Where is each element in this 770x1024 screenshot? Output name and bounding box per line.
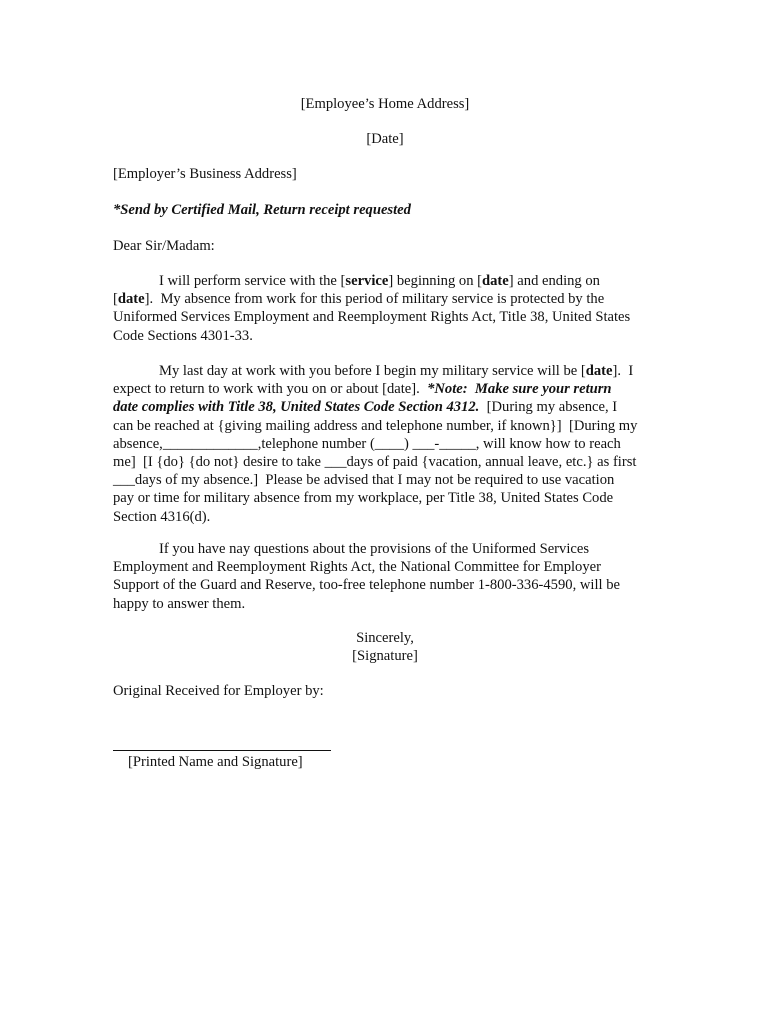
date-placeholder: date — [585, 363, 613, 379]
paragraph-line: ___days of my absence.] Please be advised that I may not be required to use vacation — [113, 472, 615, 489]
signature-line — [113, 750, 331, 751]
paragraph-line — [113, 398, 658, 416]
paragraph-service-dates — [113, 272, 658, 345]
text-run: I will perform service with the [ — [159, 273, 346, 289]
paragraph-questions — [113, 540, 658, 613]
paragraph-line: absence,_____________,telephone number (____) ___-_____, will know how to reach — [113, 435, 621, 452]
paragraph-return-details — [113, 362, 658, 526]
paragraph-line: If you have nay questions about the provisions of the Uniformed Services — [159, 541, 590, 557]
text-run: ]. I — [612, 363, 634, 379]
return-date-note: *Note: Make sure your return — [427, 381, 612, 398]
paragraph-line: Code Sections 4301-33. — [113, 327, 253, 344]
certified-mail-note: *Send by Certified Mail, Return receipt requested — [113, 202, 411, 218]
paragraph-line — [113, 272, 658, 290]
paragraph-line: Support of the Guard and Reserve, too-free telephone number 1-800-336-4590, will be — [113, 577, 620, 594]
paragraph-line: happy to answer them. — [113, 595, 246, 612]
paragraph-line — [113, 362, 658, 380]
paragraph-line: me] [I {do} {do not} desire to take ___days of paid {vacation, annual leave, etc.} as first — [113, 454, 637, 471]
letter-date: [Date] — [366, 131, 404, 147]
text-run: ] beginning on [ — [388, 273, 483, 289]
employee-home-address: [Employee’s Home Address] — [300, 96, 470, 112]
paragraph-line: Uniformed Services Employment and Reemployment Rights Act, Title 38, United States — [113, 309, 631, 326]
date-placeholder: date — [117, 291, 145, 308]
printed-name-signature-label: [Printed Name and Signature] — [128, 754, 303, 770]
text-run: ] and ending on — [508, 273, 600, 289]
text-run: ]. My absence from work for this period of military service is protected by the — [144, 291, 605, 308]
paragraph-line: Section 4316(d). — [113, 508, 211, 525]
date-placeholder: date — [482, 273, 509, 289]
closing-signature: [Signature] — [352, 648, 418, 664]
text-run: [ — [113, 291, 118, 308]
salutation: Dear Sir/Madam: — [113, 238, 215, 254]
paragraph-line — [113, 290, 658, 308]
closing-sincerely: Sincerely, — [356, 630, 414, 646]
paragraph-line — [113, 380, 658, 398]
text-run: My last day at work with you before I begin my military service will be [ — [159, 363, 586, 379]
text-run: [During my absence, I — [479, 399, 618, 416]
text-run: expect to return to work with you on or about [date]. — [113, 381, 428, 398]
employer-business-address: [Employer’s Business Address] — [113, 166, 297, 182]
received-for-employer-label: Original Received for Employer by: — [113, 683, 324, 699]
paragraph-line: Employment and Reemployment Rights Act, the National Committee for Employer — [113, 559, 601, 576]
paragraph-line: can be reached at {giving mailing address and telephone number, if known}] [During my — [113, 417, 638, 434]
paragraph-line: pay or time for military absence from my workplace, per Title 38, United States Code — [113, 490, 614, 507]
service-placeholder: service — [345, 273, 389, 289]
return-date-note: date complies with Title 38, United States Code Section 4312. — [113, 399, 480, 416]
